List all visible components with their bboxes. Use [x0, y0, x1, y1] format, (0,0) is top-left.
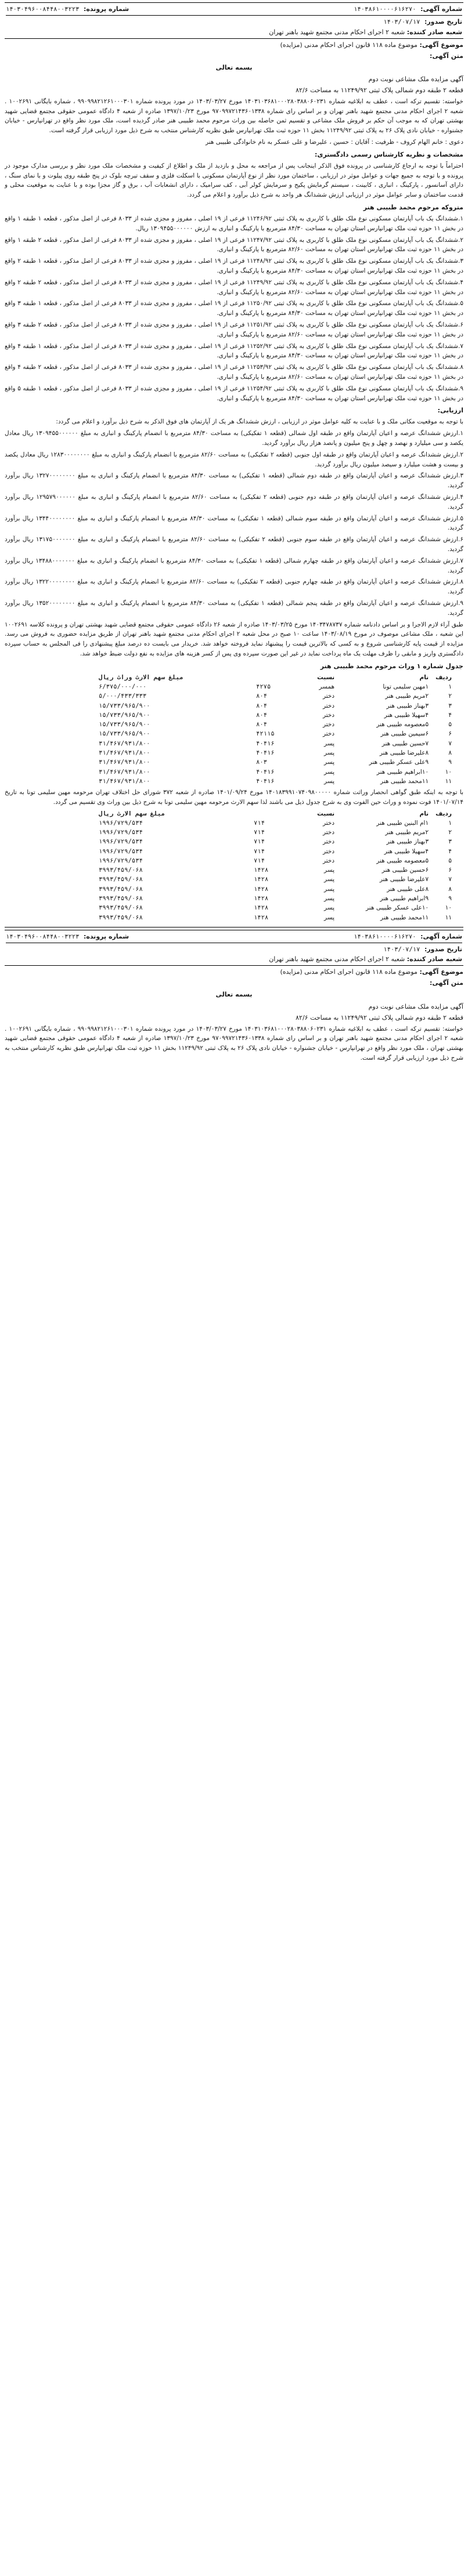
table-row — [95, 711, 455, 720]
report-paragraph: احتراماً با توجه به ارجاع کارشناسی در پرونده فوق الذکر اینجانب پس از مراجعه به محل و بازدید از ملک و اطلاع از کیفیت و مشخصات ملک مورد نظر و بررسی مدارک موجود در پرونده و با توجه به جمیع جهات و عوامل موثر در ارزیابی ، ساختمان مورد نظر از نوع آپارتمان مسکونی با اسکلت فلزی و سقف تیرچه بلوک در پنج طبقه روی پیلوت و با نمای سنگ ، دارای آسانسور ، پارکینگ ، انباری ، کابینت ، سیستم گرمایش پکیج و سرمایش کولر آبی ، کف سرامیک ، دارای انشعابات آب ، برق و گاز مجزا بوده و با عنایت به موقعیت محلی و قدمت ساختمان و سایر عوامل موثر در ارزیابی ارزش ششدانگ هر واحد به شرح ذیل برآورد و اعلام می گردد. — [5, 162, 463, 199]
heir-relation: دختر — [322, 693, 335, 700]
heir-code: ۱۴۲۸ — [253, 885, 269, 893]
unit-item: ۷.ششدانگ یک باب آپارتمان مسکونی نوع ملک طلق با کاربری به پلاک ثبتی ۱۱۲۵۲/۹۲ فرعی از ۱۹ اصلی ، مفروز و مجزی شده از ۸۰۳۳ فرعی از اصل مذکور ، قطعه ۱ طبقه ۴ واقع در بخش ۱۱ حوزه ثبت ملک تهرانپارس استان تهران به مساحت ۸۴/۳۰ مترمربع با پارکینگ و انباری. — [5, 342, 463, 360]
col-relation: نسبت — [317, 810, 335, 817]
notice-number-value: ۱۴۰۳۸۶۱۰۰۰۰۶۱۶۲۷۰ — [354, 6, 416, 13]
issue-date-value: ۱۴۰۳/۰۷/۱۷ — [383, 19, 420, 26]
valuation-item: ۶.ارزش ششدانگ عرصه و اعیان آپارتمان واقع در طبقه سوم جنوبی (قطعه ۲ تفکیکی) به مساحت ۸۲/۶۰ مترمربع با انضمام پارکینگ و انباری به مبلغ ۱۳۱۷۵۰۰۰۰۰۰۰ ریال برآورد گردید. — [5, 536, 464, 553]
valuation-intro: با توجه به موقعیت مکانی ملک و با عنایت به کلیه عوامل موثر در ارزیابی ، ارزش ششدانگ هر یک از آپارتمان های فوق الذکر به شرح ذیل برآورد و اعلام می گردد: — [56, 418, 463, 426]
heir-no: ۱ — [448, 683, 452, 691]
table-row — [95, 885, 455, 894]
heir-code: ۷۱۴ — [253, 829, 265, 836]
heir-relation: دختر — [322, 702, 335, 709]
heir-no: ۸ — [448, 885, 452, 893]
heir-code: ۱۴۲۸ — [253, 914, 269, 921]
case-number-value: ۱۴۰۳۰۴۹۶۰۰۸۴۴۸۰۰۳۲۲۳ — [6, 6, 80, 13]
notice-number — [354, 932, 462, 941]
heir-no: ۲ — [448, 693, 452, 700]
heir-share: ۳۱/۴۶۷/۹۳۱/۸۰۰ — [99, 759, 150, 766]
heirs2-intro: با توجه به اینکه طبق گواهی انحصار وراثت شماره ۱۴۰۱۸۳۹۹۱۰۷۴۰۹۸۰۰۰۰۰ مورخ ۱۴۰۱/۰۹/۲۴ صادره از شعبه ۳۷۲ شورای حل اختلاف تهران مرحومه مهین سلیمی تونا به تاریخ ۱۴۰۱/۰۷/۱۴ فوت نموده و وراث حین الفوت وی به شرح جدول ذیل می باشند لذا سهم الارث مرحومه مهین سلیمی تونا به شرح ذیل بین وراث وی تقسیم می گردد. — [5, 789, 463, 806]
heir-relation: دختر — [322, 847, 335, 855]
valuation-item: ۹.ارزش ششدانگ عرصه و اعیان آپارتمان واقع در طبقه پنجم شمالی (قطعه ۱ تفکیکی) به مساحت ۸۴/۳۰ مترمربع با انضمام پارکینگ و انباری به مبلغ ۱۳۵۲۰۰۰۰۰۰۰۰ ریال برآورد گردید. — [5, 600, 464, 617]
heir-share: ۳۹۹۳/۴۵۹/۰۶۸ — [99, 914, 143, 921]
heir-name: ۱۱محمد طبیبی هنر — [380, 914, 429, 921]
heir-code: ۷۱۴ — [253, 838, 265, 846]
notice-title: آگهی مزایده ملک مشاعی نوبت دوم — [368, 75, 463, 83]
case-number-label: شماره پرونده: — [83, 5, 129, 13]
table-row — [95, 847, 455, 856]
header-row-2 — [6, 944, 462, 954]
text-label: متن آگهی: — [430, 979, 463, 987]
table-row — [95, 767, 455, 777]
col-no: ردیف — [435, 673, 452, 681]
heir-code: ۴۰۴۱۶ — [256, 749, 275, 756]
valuation-item: ۸.ارزش ششدانگ عرصه و اعیان آپارتمان واقع در طبقه چهارم جنوبی (قطعه ۲ تفکیکی) به مساحت ۸۲/۶۰ مترمربع با انضمام پارکینگ و انباری به مبلغ ۱۳۲۲۰۰۰۰۰۰۰۰ ریال برآورد گردید. — [5, 578, 463, 596]
issue-date-value: ۱۴۰۳/۰۷/۱۷ — [383, 946, 420, 954]
heir-relation: دختر — [322, 711, 335, 719]
header-divider — [6, 15, 462, 16]
heir-share: ۳۱/۴۶۷/۹۳۱/۸۰۰ — [99, 777, 150, 785]
heir-code: ۴۲۷۵ — [256, 683, 271, 691]
heir-code: ۱۴۲۸ — [253, 867, 269, 874]
table-row — [95, 729, 455, 738]
heir-code: ۷۱۴ — [253, 857, 265, 864]
valuation-item: ۷.ارزش ششدانگ عرصه و اعیان آپارتمان واقع در طبقه چهارم شمالی (قطعه ۱ تفکیکی) به مساحت ۸۴/۳۰ مترمربع با انضمام پارکینگ و انباری به مبلغ ۱۳۴۸۸۰۰۰۰۰۰۰ ریال برآورد گردید. — [5, 557, 463, 574]
valuation-heading: ارزیابی: — [437, 407, 463, 415]
heir-no: ۷ — [448, 876, 452, 883]
heir-no: ۳ — [448, 702, 452, 709]
heir-share: ۱۹۹۶/۷۲۹/۵۳۴ — [99, 819, 143, 827]
heir-name: ۶حسین طبیبی هنر — [381, 867, 429, 874]
notice-title: آگهی مزایده ملک مشاعی نوبت دوم — [368, 1002, 463, 1010]
unit-item: ۶.ششدانگ یک باب آپارتمان مسکونی نوع ملک طلق با کاربری به پلاک ثبتی ۱۱۲۵۱/۹۲ فرعی از ۱۹ اصلی ، مفروز و مجزی شده از ۸۰۳۳ فرعی از اصل مذکور ، قطعه ۲ طبقه ۳ واقع در بخش ۱۱ حوزه ثبت ملک تهرانپارس استان تهران به مساحت ۸۲/۶۰ مترمربع با پارکینگ و انباری. — [5, 321, 463, 338]
case-number-label: شماره پرونده: — [83, 932, 129, 940]
unit-item: ۲.ششدانگ یک باب آپارتمان مسکونی نوع ملک طلق با کاربری به پلاک ثبتی ۱۱۲۴۷/۹۲ فرعی از ۱۹ اصلی ، مفروز و مجزی شده از ۸۰۳۳ فرعی از اصل مذکور ، قطعه ۲ طبقه ۱ واقع در بخش ۱۱ حوزه ثبت ملک تهرانپارس استان تهران به مساحت ۸۲/۶۰ مترمربع با پارکینگ و انباری. — [5, 236, 463, 253]
heir-relation: دختر — [322, 838, 335, 846]
notice-number-value: ۱۴۰۳۸۶۱۰۰۰۰۶۱۶۲۷۰ — [354, 933, 416, 940]
heir-relation: پسر — [324, 914, 335, 921]
heir-name: ۷حسین طبیبی هنر — [381, 740, 429, 747]
heir-name: ۵معصومه طبیبی هنر — [376, 721, 429, 729]
heir-share: ۱۹۹۶/۷۲۹/۵۳۴ — [99, 847, 143, 855]
heir-relation: همسر — [319, 683, 335, 691]
heir-relation: دختر — [322, 857, 335, 864]
issuer — [269, 954, 462, 964]
heir-share: ۱۵/۷۳۳/۹۶۵/۹۰۰ — [99, 702, 150, 709]
heir-relation: دختر — [322, 829, 335, 836]
heirs-table — [95, 673, 455, 786]
table-row — [95, 818, 455, 828]
heir-name: ۱۱محمد طبیبی هنر — [380, 777, 429, 785]
notice-header — [5, 2, 463, 39]
heir-no: ۸ — [448, 749, 452, 756]
heir-relation: پسر — [324, 768, 335, 776]
heir-share: ۱۹۹۶/۷۲۹/۵۳۴ — [99, 857, 143, 864]
issue-date-label: تاریخ صدور: — [424, 18, 462, 26]
heir-name: ۳بهناز طبیبی هنر — [386, 702, 429, 709]
heir-name: ۸علی طبیبی هنر — [387, 885, 429, 893]
heir-name: ۴سهیلا طبیبی هنر — [384, 847, 429, 855]
heir-share: ۶/۳۷۵/۰۰۰/۰۰۰ — [99, 683, 147, 691]
heir-share: ۳۱/۴۶۷/۹۳۱/۸۰۰ — [99, 740, 150, 747]
heir-name: ۷علیرضا طبیبی هنر — [379, 876, 429, 883]
heir-share: ۳۹۹۳/۴۵۹/۰۶۸ — [99, 885, 143, 893]
valuation-item: ۴.ارزش ششدانگ عرصه و اعیان آپارتمان واقع در طبقه دوم جنوبی (قطعه ۲ تفکیکی) به مساحت ۸۲/۶۰ مترمربع با انضمام پارکینگ و انباری به مبلغ ۱۲۹۵۷۹۰۰۰۰۰۰ ریال برآورد گردید. — [5, 494, 464, 510]
table-row — [95, 748, 455, 758]
heir-name: ۱۰علی عسکر طبیبی هنر — [365, 904, 429, 912]
table-row — [95, 777, 455, 786]
heir-code: ۸۰۴ — [256, 702, 267, 709]
heir-no: ۹ — [448, 895, 452, 903]
heir-code: ۴۲۱۱۵ — [256, 730, 275, 738]
plot-line: قطعه ۲ طبقه دوم شمالی پلاک ثبتی ۱۱۲۴۹/۹۲ به مساحت ۸۲/۶ — [296, 1013, 463, 1021]
heir-relation: پسر — [324, 759, 335, 766]
heir-name: ۱۰ابراهیم طبیبی هنر — [376, 768, 429, 776]
document-page — [0, 0, 468, 1067]
table-row — [95, 682, 455, 691]
heir-name: ۲مریم طبیبی هنر — [385, 829, 429, 836]
heir-name: ۹ابراهیم طبیبی هنر — [380, 895, 429, 903]
heir-relation: پسر — [324, 749, 335, 756]
heir-no: ۶ — [448, 867, 452, 874]
heir-code: ۴۰۴۱۶ — [256, 777, 275, 785]
heir-code: ۱۴۲۸ — [253, 904, 269, 912]
heir-share: ۱۹۹۶/۷۲۹/۵۳۴ — [99, 838, 143, 846]
header-row-3 — [6, 27, 462, 37]
heir-name: ۲مریم طبیبی هنر — [385, 693, 429, 700]
heir-no: ۱۰ — [445, 768, 452, 776]
unit-item: ۳.ششدانگ یک باب آپارتمان مسکونی نوع ملک طلق با کاربری به پلاک ثبتی ۱۱۲۴۸/۹۲ فرعی از ۱۹ اصلی ، مفروز و مجزی شده از ۸۰۳۳ فرعی از اصل مذکور ، قطعه ۱ طبقه ۲ واقع در بخش ۱۱ حوزه ثبت ملک تهرانپارس استان تهران به مساحت ۸۴/۳۰ مترمربع با پارکینگ و انباری. — [5, 258, 463, 275]
heir-name: ۸علیرضا طبیبی هنر — [379, 749, 429, 756]
subject-value: موضوع ماده ۱۱۸ قانون اجرای احکام مدنی (مزایده) — [280, 968, 417, 976]
heir-no: ۵ — [448, 857, 452, 864]
heir-relation: دختر — [322, 819, 335, 827]
heir-no: ۱۱ — [445, 777, 452, 785]
heir-share: ۱۵/۷۳۳/۹۶۵/۹۰۰ — [99, 711, 150, 719]
subject-label: موضوع آگهی: — [419, 41, 463, 49]
issuer-label: شعبه صادر کننده: — [406, 955, 462, 963]
col-relation: نسبت — [317, 673, 335, 681]
heir-name: ۴سهیلا طبیبی هنر — [384, 711, 429, 719]
unit-item: ۱.ششدانگ یک باب آپارتمان مسکونی نوع ملک طلق با کاربری به پلاک ثبتی ۱۱۲۴۶/۹۲ فرعی از ۱۹ اصلی ، مفروز و مجزی شده از ۸۰۳۳ فرعی از اصل مذکور ، قطعه ۱ طبقه ۱ واقع در بخش ۱۱ حوزه ثبت ملک تهرانپارس استان تهران به مساحت ۸۴/۳۰ مترمربع با پارکینگ و انباری به ارزش ۱۳۰۹۴۵۵۰۰۰۰۰۰ ریال. — [5, 215, 463, 232]
table-row — [95, 837, 455, 846]
heir-code: ۱۴۲۸ — [253, 895, 269, 903]
header-row-1 — [6, 4, 462, 14]
valuation-item: ۵.ارزش ششدانگ عرصه و اعیان آپارتمان واقع در طبقه سوم شمالی (قطعه ۱ تفکیکی) به مساحت ۸۴/۳۰ مترمربع با انضمام پارکینگ و انباری به مبلغ ۱۳۴۴۰۰۰۰۰۰۰۰ ریال برآورد گردید. — [5, 515, 463, 532]
heir-relation: دختر — [322, 730, 335, 738]
heir-no: ۷ — [448, 740, 452, 747]
table-row — [95, 701, 455, 711]
heir-name: ۱مهین سلیمی تونا — [383, 683, 429, 691]
issuer-value: شعبه ۲ اجرای احکام مدنی مجتمع شهید باهنر تهران — [269, 955, 405, 963]
intro-paragraph: خواسته: تقسیم ترکه است ، عطف به ابلاغیه شماره ۱۴۰۳۱۰۳۶۸۱۰۰۰۲۸۰۳۸۸۰۶۰۲۳۱ مورخ ۱۴۰۳/۰۳/۲۷ در مورد پرونده شماره ۹۹۰۹۹۸۲۱۲۶۱۰۰۰۳۰۱ ، شماره بایگانی ۱۰۰۲۶۹۱ . شعبه ۲ اجرای احکام مدنی مجتمع شهید باهنر تهران و بر اساس رای شماره ۹۷۰۹۹۷۲۱۴۳۶۰۱۳۳۸ مورخ ۱۳۹۷/۱۰/۲۳ صادره از شعبه ۴ دادگاه عمومی حقوقی مجتمع قضایی شهید بهشتی تهران ، ملک مورد نظر واقع در تهرانپارس - خیابان جشنواره - خیابان نادی پلاک ۲۶ به پلاک ثبتی ۱۱۲۴۹/۹۲ بخش ۱۱ حوزه ثبت ملک تهرانپارس طبق نظریه کارشناس منتخب به شرح ذیل مورد ارزیابی قرار گرفته است. — [5, 1025, 464, 1062]
heir-no: ۳ — [448, 838, 452, 846]
heir-code: ۴۰۴۱۶ — [256, 740, 275, 747]
heir-share: ۳۱/۴۶۷/۹۳۱/۸۰۰ — [99, 749, 150, 756]
heir-code: ۷۱۴ — [253, 819, 265, 827]
heir-share: ۱۵/۷۳۳/۹۶۵/۹۰۰ — [99, 730, 150, 738]
heir-relation: پسر — [324, 885, 335, 893]
heir-no: ۴ — [448, 711, 452, 719]
table-row — [95, 739, 455, 748]
heirs2-table-header — [95, 809, 455, 818]
subject-line — [5, 40, 463, 50]
case-number — [6, 932, 129, 941]
header-row-3 — [6, 954, 462, 964]
issue-date — [383, 17, 462, 27]
heir-no: ۱۰ — [445, 904, 452, 912]
intro-paragraph: خواسته: تقسیم ترکه است ، عطف به ابلاغیه شماره ۱۴۰۳۱۰۳۶۸۱۰۰۰۲۸۰۳۸۸۰۶۰۲۳۱ مورخ ۱۴۰۳/۰۳/۲۷ در مورد پرونده شماره ۹۹۰۹۹۸۲۱۲۶۱۰۰۰۳۰۱ ، شماره بایگانی ۱۰۰۲۶۹۱ . شعبه ۲ اجرای احکام مدنی مجتمع شهید باهنر تهران و بر اساس رای شماره ۹۷۰۹۹۷۲۱۴۳۶۰۱۳۳۸ مورخ ۱۳۹۷/۱۰/۲۳ صادره از شعبه ۴ دادگاه عمومی حقوقی مجتمع قضایی شهید بهشتی تهران که به موجب آن حکم بر فروش ملک مشاعی و تقسیم ثمن حاصله بین وراث مرحوم محمد طبیبی هنر صادر گردیده است، ملک مورد نظر واقع در تهرانپارس - خیابان جشنواره - خیابان نادی پلاک ۲۶ به پلاک ثبتی ۱۱۲۴۹/۹۲ بخش ۱۱ حوزه ثبت ملک تهرانپارس طبق نظریه کارشناس منتخب به شرح ذیل مورد ارزیابی قرار گرفته است. — [5, 97, 463, 135]
heir-code: ۴۰۴۱۶ — [256, 768, 275, 776]
heir-share: ۵/۰۰۰/۴۳۳/۳۳۳ — [99, 693, 147, 700]
heir-name: ۶سیمین طبیبی هنر — [380, 730, 429, 738]
unit-item: ۹.ششدانگ یک باب آپارتمان مسکونی نوع ملک طلق با کاربری به پلاک ثبتی ۱۱۲۵۴/۹۲ فرعی از ۱۹ اصلی ، مفروز و مجزی شده از ۸۰۳۳ فرعی از اصل مذکور ، قطعه ۱ طبقه ۵ واقع در بخش ۱۱ حوزه ثبت ملک تهرانپارس استان تهران به مساحت ۸۴/۳۰ مترمربع با پارکینگ و انباری. — [5, 385, 463, 402]
heirs2-table — [95, 809, 455, 922]
notice-number — [354, 4, 462, 14]
unit-item: ۴.ششدانگ یک باب آپارتمان مسکونی نوع ملک طلق با کاربری به پلاک ثبتی ۱۱۲۴۹/۹۲ فرعی از ۱۹ اصلی ، مفروز و مجزی شده از ۸۰۳۳ فرعی از اصل مذکور ، قطعه ۲ طبقه ۲ واقع در بخش ۱۱ حوزه ثبت ملک تهرانپارس استان تهران به مساحت ۸۲/۶۰ مترمربع با پارکینگ و انباری. — [5, 278, 463, 296]
col-name: نام — [419, 810, 429, 817]
heir-no: ۶ — [448, 730, 452, 738]
subject-label: موضوع آگهی: — [419, 968, 463, 976]
issuer-label: شعبه صادر کننده: — [406, 28, 462, 36]
heir-code: ۸۰۴ — [256, 721, 267, 729]
heir-name: ۱ام البنین طبیبی هنر — [376, 819, 429, 827]
notice-2 — [5, 930, 463, 1063]
heir-relation: پسر — [324, 740, 335, 747]
heir-relation: دختر — [322, 721, 335, 729]
table-row — [95, 865, 455, 875]
heir-share: ۳۹۹۳/۴۵۹/۰۶۸ — [99, 895, 143, 903]
heir-code: ۸۰۴ — [256, 711, 267, 719]
case-number — [6, 4, 129, 14]
heir-share: ۳۹۹۳/۴۵۹/۰۶۸ — [99, 904, 143, 912]
heir-share: ۱۵/۷۳۳/۹۶۵/۹۰۰ — [99, 721, 150, 729]
heir-relation: پسر — [324, 876, 335, 883]
estate-attribution: متروکه مرحوم محمد طبیبی هنر — [363, 204, 463, 212]
heirs-table-title: جدول شماره ۱ وراث مرحوم محمد طبیبی هنر — [320, 662, 463, 670]
heir-no: ۱۱ — [445, 914, 452, 921]
heir-relation: پسر — [324, 895, 335, 903]
bismillah: بسمه تعالی — [215, 63, 253, 71]
parties-paragraph: دعوی : خانم الهام کروف - ظرفیت : آقایان : حسین ، علیرضا و علی عسکر به نام خانوادگی طبیبی هنر — [205, 139, 463, 146]
table-row — [95, 720, 455, 729]
subject-line — [5, 967, 463, 977]
heir-name: ۹علی عسکر طبیبی هنر — [369, 759, 429, 766]
notice-1 — [5, 2, 463, 922]
col-no: ردیف — [435, 810, 452, 817]
heir-code: ۸۰۴ — [256, 693, 267, 700]
heir-code: ۷۱۴ — [253, 847, 265, 855]
heir-name: ۳بهناز طبیبی هنر — [386, 838, 429, 846]
issue-date-label: تاریخ صدور: — [424, 945, 462, 954]
heir-no: ۵ — [448, 721, 452, 729]
text-label-line — [5, 51, 463, 61]
col-share: مبلغ سهم الارث وراث ریال — [99, 673, 183, 681]
report-heading: مشخصات و نظریه کارشناس رسمی دادگستری: — [314, 150, 463, 158]
units-list — [5, 214, 463, 403]
text-label-line — [5, 978, 463, 988]
notice-number-label: شماره آگهی: — [420, 932, 462, 940]
heir-relation: پسر — [324, 867, 335, 874]
table-row — [95, 856, 455, 865]
issue-date — [383, 944, 462, 954]
heirs-table-header — [95, 673, 455, 682]
table-row — [95, 903, 455, 912]
heir-share: ۳۹۹۳/۴۵۹/۰۶۸ — [99, 867, 143, 874]
col-name: نام — [419, 673, 429, 681]
heir-share: ۳۱/۴۶۷/۹۳۱/۸۰۰ — [99, 768, 150, 776]
col-share: مبلغ سهم الارث ریال — [99, 810, 165, 817]
valuation-item: ۳.ارزش ششدانگ عرصه و اعیان آپارتمان واقع در طبقه دوم شمالی (قطعه ۱ تفکیکی) به مساحت ۸۴/۳۰ مترمربع با انضمام پارکینگ و انباری به مبلغ ۱۳۲۷۰۰۰۰۰۰۰۰ ریال برآورد گردید. — [5, 472, 464, 490]
valuation-item: ۲.ارزش ششدانگ عرصه و اعیان آپارتمان واقع در طبقه اول جنوبی (قطعه ۲ تفکیکی) به مساحت ۸۲/۶۰ مترمربع با انضمام پارکینگ و انباری به مبلغ ۱۲۸۳۰۰۰۰۰۰۰۰ ریال معادل یکصد و بیست و هشت میلیارد و سیصد میلیون ریال برآورد گردید. — [5, 451, 464, 468]
header-row-2 — [6, 17, 462, 27]
heir-name: ۵معصومه طبیبی هنر — [376, 857, 429, 864]
table-row — [95, 691, 455, 701]
heir-no: ۱ — [448, 819, 452, 827]
bismillah: بسمه تعالی — [215, 991, 253, 999]
heir-no: ۹ — [448, 759, 452, 766]
header-row-1 — [6, 932, 462, 941]
issuer-value: شعبه ۲ اجرای احکام مدنی مجتمع شهید باهنر تهران — [269, 28, 405, 36]
table-row — [95, 758, 455, 767]
unit-item: ۵.ششدانگ یک باب آپارتمان مسکونی نوع ملک طلق با کاربری به پلاک ثبتی ۱۱۲۵۰/۹۲ فرعی از ۱۹ اصلی ، مفروز و مجزی شده از ۸۰۳۳ فرعی از اصل مذکور ، قطعه ۱ طبقه ۳ واقع در بخش ۱۱ حوزه ثبت ملک تهرانپارس استان تهران به مساحت ۸۴/۳۰ مترمربع با پارکینگ و انباری. — [5, 300, 463, 317]
valuations-list — [5, 429, 463, 618]
heir-code: ۸۰۳ — [256, 759, 267, 766]
auction-terms: طبق آراء لازم الاجرا و بر اساس دادنامه شماره ۱۴۰۳۴۷۸۷۳۷ مورخ ۱۴۰۳/۰۳/۲۵ صادره از شعبه ۲۶ دادگاه عمومی حقوقی مجتمع قضایی شهید بهشتی تهران و پرونده کلاسه ۱۰۰۲۶۹۱ این شعبه ، ملک مشاعی موصوف در مورخ ۱۴۰۳/۰۸/۱۹ ساعت ۱۰ صبح در محل شعبه ۲ اجرای احکام مدنی مجتمع شهید باهنر تهران از طریق مزایده حضوری به فروش می رسد. مزایده از قیمت پایه کارشناسی شروع و به کسی که بالاترین قیمت را پیشنهاد نماید فروخته خواهد شد. خریدار می بایست ده درصد مبلغ پیشنهادی را فی المجلس به حساب سپرده دادگستری واریز و مابقی را ظرف مهلت یک ماه پرداخت نماید در غیر این صورت سپرده وی پس از کسر هزینه های مزایده به نفع دولت ضبط خواهد شد. — [5, 621, 463, 657]
heir-share: ۳۹۹۳/۴۵۹/۰۶۸ — [99, 876, 143, 883]
heir-no: ۲ — [448, 829, 452, 836]
subject-value: موضوع ماده ۱۱۸ قانون اجرای احکام مدنی (مزایده) — [280, 41, 417, 49]
heir-share: ۱۹۹۶/۷۲۹/۵۳۴ — [99, 829, 143, 836]
unit-item: ۸.ششدانگ یک باب آپارتمان مسکونی نوع ملک طلق با کاربری به پلاک ثبتی ۱۱۲۵۳/۹۲ فرعی از ۱۹ اصلی ، مفروز و مجزی شده از ۸۰۳۳ فرعی از اصل مذکور ، قطعه ۲ طبقه ۴ واقع در بخش ۱۱ حوزه ثبت ملک تهرانپارس استان تهران به مساحت ۸۲/۶۰ مترمربع با پارکینگ و انباری. — [5, 364, 463, 381]
issuer — [269, 27, 462, 37]
notice-header — [5, 930, 463, 966]
heir-code: ۱۴۲۸ — [253, 876, 269, 883]
table-row — [95, 828, 455, 837]
table-row — [95, 913, 455, 922]
case-number-value: ۱۴۰۳۰۴۹۶۰۰۸۴۴۸۰۰۳۲۲۳ — [6, 933, 80, 940]
text-label: متن آگهی: — [430, 52, 463, 60]
valuation-item: ۱.ارزش ششدانگ عرصه و اعیان آپارتمان واقع در طبقه اول شمالی (قطعه ۱ تفکیکی) به مساحت ۸۴/۳۰ مترمربع با انضمام پارکینگ و انباری به مبلغ ۱۳۰۹۴۵۵۰۰۰۰۰۰ ریال معادل یکصد و سی میلیارد و نهصد و چهل و پنج میلیون و پانصد هزار ریال برآورد گردید. — [5, 430, 463, 447]
notice-number-label: شماره آگهی: — [420, 5, 462, 13]
heir-relation: پسر — [324, 904, 335, 912]
table-row — [95, 894, 455, 903]
plot-line: قطعه ۲ طبقه دوم شمالی پلاک ثبتی ۱۱۲۴۹/۹۲ به مساحت ۸۲/۶ — [296, 86, 463, 94]
heir-relation: پسر — [324, 777, 335, 785]
table-row — [95, 875, 455, 884]
heir-no: ۴ — [448, 847, 452, 855]
